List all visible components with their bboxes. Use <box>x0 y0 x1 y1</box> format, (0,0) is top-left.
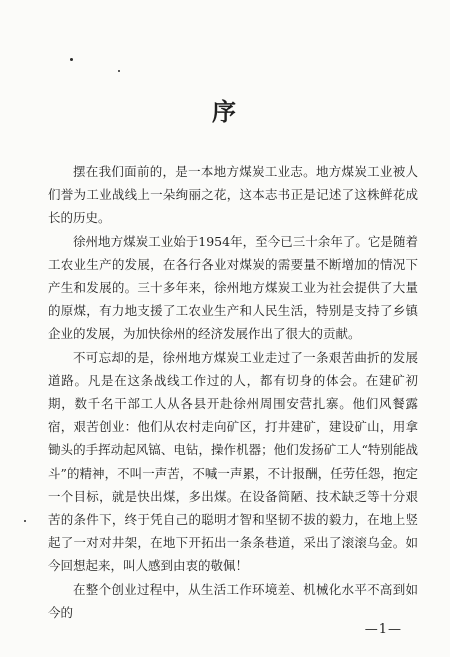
paragraph-3: 不可忘却的是，徐州地方煤炭工业走过了一条艰苦曲折的发展道路。凡是在这条战线工作过的人，都有切身的体会。在建矿初期，数千名干部工人从各县开赴徐州周围安营扎寨。他们风餐露宿，艰苦创业：他们从农村走向矿区，打井建矿，建设矿山，用拿锄头的手挥动起风镐、电钻，操作机器；他们发扬矿工人“特别能战斗”的精神，不叫一声苦，不喊一声累，不计报酬，任劳任怨，抱定一个目标，就是快出煤，多出煤。在设备简陋、技术缺乏等十分艰苦的条件下，终于凭自己的聪明才智和坚韧不拔的毅力，在地上竖起了一对对井架，在地下开拓出一条条巷道，采出了滚滚乌金。如今回想起来，叫人感到由衷的敬佩！ <box>48 349 418 574</box>
page-number: —1— <box>364 622 402 637</box>
paragraph-1: 摆在我们面前的，是一本地方煤炭工业志。地方煤炭工业被人们誉为工业战线上一朵绚丽之花，这本志书正是记述了这株鲜花成长的历史。 <box>48 164 418 226</box>
body-text <box>48 160 418 624</box>
scan-speck <box>70 58 73 61</box>
page-title: 序 <box>212 97 238 126</box>
paragraph-2: 徐州地方煤炭工业始于1954年，至今已三十余年了。它是随着工农业生产的发展，在各行各业对煤炭的需要量不断增加的情况下产生和发展的。三十多年来，徐州地方煤炭工业为社会提供了大量的原煤，有力地支援了工农业生产和人民生活，特别是支持了乡镇企业的发展，为加快徐州的经济发展作出了很大的贡献。 <box>48 233 418 342</box>
scan-speck <box>118 70 120 72</box>
paragraph-4: 在整个创业过程中，从生活工作环境差、机械化水平不高到如今的 <box>48 581 418 620</box>
scan-speck <box>24 520 26 522</box>
